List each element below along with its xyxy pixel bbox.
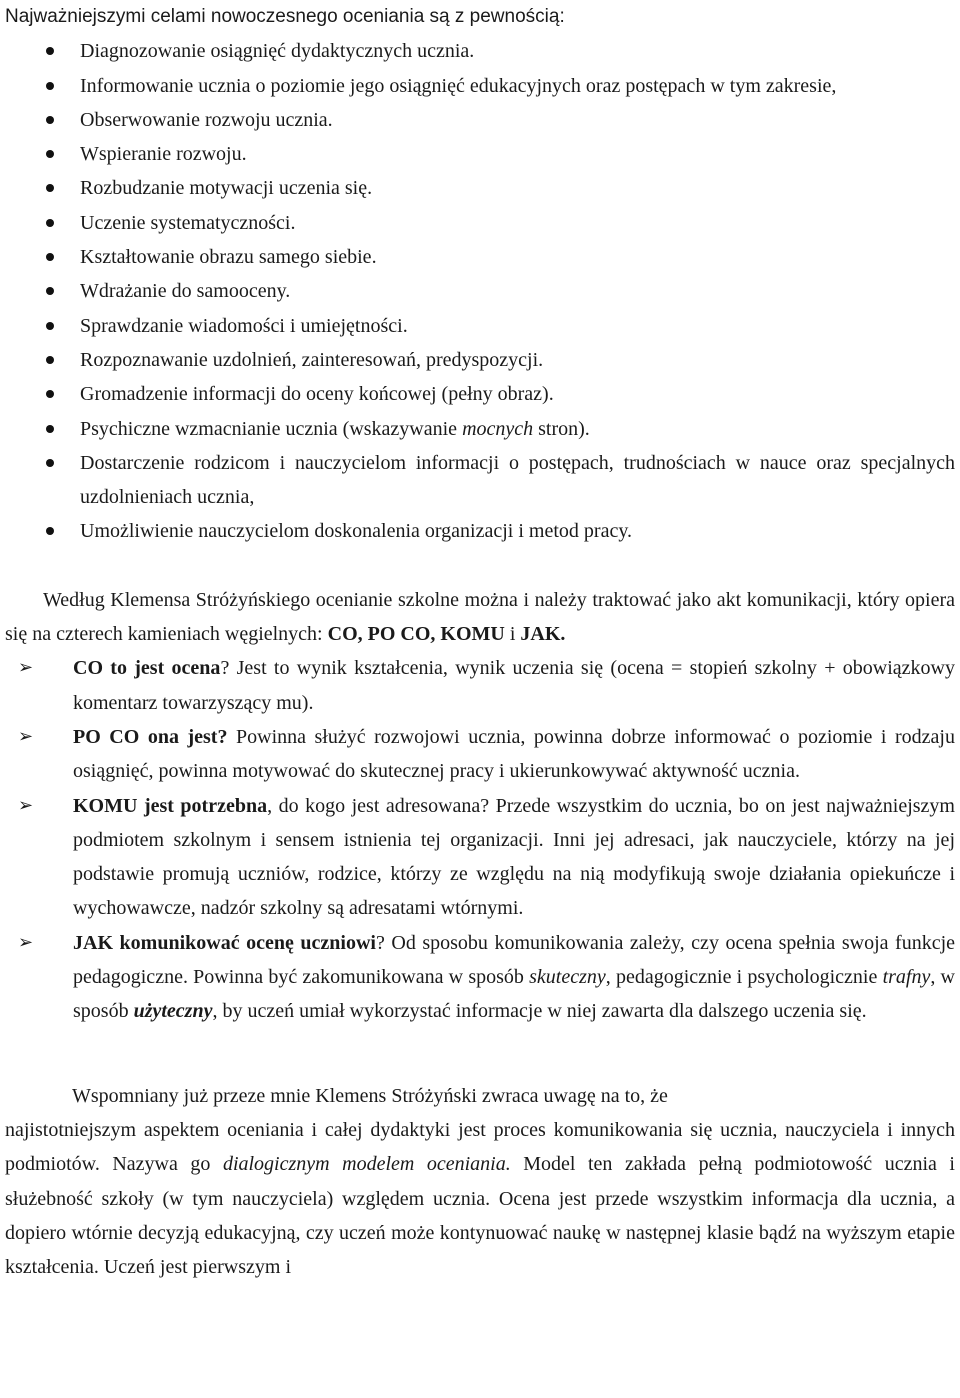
questions-list xyxy=(5,651,955,1028)
list-item: Rozpoznawanie uzdolnień, zainteresowań, predyspozycji. xyxy=(5,343,955,377)
list-item: Rozbudzanie motywacji uczenia się. xyxy=(5,171,955,205)
list-item: Sprawdzanie wiadomości i umiejętności. xyxy=(5,309,955,343)
spacer xyxy=(5,549,955,583)
list-item xyxy=(5,651,955,720)
list-item xyxy=(5,926,955,1029)
list-item-text: stron). xyxy=(533,417,590,440)
emphasis-text: trafny xyxy=(882,966,931,989)
list-item: Dostarczenie rodzicom i nauczycielom informacji o postępach, trudnościach w nauce oraz specjalnych uzdolnieniach ucznia, xyxy=(5,446,955,515)
paragraph-text: i xyxy=(504,623,521,646)
strong-emphasis-text: użyteczny xyxy=(133,1000,213,1023)
spacer xyxy=(5,1029,955,1079)
pillar-last: JAK. xyxy=(520,623,566,646)
intro-line: Najważniejszymi celami nowoczesnego oceniania są z pewnością: xyxy=(5,6,565,27)
goals-list xyxy=(5,34,955,548)
question-heading: JAK komunikować ocenę uczniowi xyxy=(73,931,376,954)
paragraph-text: Model ten zakłada pełną podmiotowość ucznia i służebność szkoły (w tym nauczyciela) względem ucznia. Ocena jest przede wszystkim informacja dla ucznia, a dopiero wtórnie decyzją edukacyjną, czy uczeń może kontynuować naukę w następnej klasie bądź na wyższym etapie kształcenia. Uczeń jest pierwszym i xyxy=(5,1153,955,1279)
emphasis-text: skuteczny xyxy=(529,966,606,989)
answer-text: Powinna służyć rozwojowi ucznia, powinna dobrze informować o poziomie i rodzaju osiągnięć, powinna motywować do skutecznej pracy i ukierunkowywać aktywność ucznia. xyxy=(73,725,955,783)
klemens-paragraph xyxy=(5,583,955,652)
question-heading: CO to jest ocena xyxy=(73,657,221,680)
arrow-bullet-icon: ➢ xyxy=(18,725,34,747)
list-item xyxy=(5,720,955,789)
list-item: Gromadzenie informacji do oceny końcowej (pełny obraz). xyxy=(5,377,955,411)
paragraph-text: Według Klemensa Stróżyńskiego ocenianie szkolne można i należy traktować jako akt komunikacji, który opiera się na czterech kamieniach węgielnych: xyxy=(5,588,955,646)
list-item: Umożliwienie nauczycielom doskonalenia organizacji i metod pracy. xyxy=(5,514,955,548)
paragraph-first-line: Wspomniany już przeze mnie Klemens Stróżyński zwraca uwagę na to, że xyxy=(72,1084,668,1107)
list-item: Wspieranie rozwoju. xyxy=(5,137,955,171)
list-item: Obserwowanie rozwoju ucznia. xyxy=(5,103,955,137)
list-item-text: Psychiczne wzmacnianie ucznia (wskazywanie xyxy=(80,417,463,440)
list-item: Informowanie ucznia o poziomie jego osiągnięć edukacyjnych oraz postępach w tym zakresie, xyxy=(5,69,955,103)
answer-text: ? Jest to wynik kształcenia, wynik uczenia się (ocena = stopień szkolny + obowiązkowy komentarz towarzyszący mu). xyxy=(73,657,955,714)
answer-text: , by uczeń umiał wykorzystać informacje w niej zawarta dla dalszego uczenia się. xyxy=(212,1000,867,1023)
question-heading: KOMU jest potrzebna xyxy=(73,794,268,817)
list-item: Uczenie systematyczności. xyxy=(5,206,955,240)
question-heading: PO CO ona jest? xyxy=(73,725,228,748)
arrow-bullet-icon: ➢ xyxy=(18,657,34,679)
answer-text: , w sposób xyxy=(73,966,956,1023)
pillars-text: CO, PO CO, KOMU xyxy=(327,623,505,646)
final-paragraph xyxy=(5,1079,955,1285)
list-item: Diagnozowanie osiągnięć dydaktycznych ucznia. xyxy=(5,34,955,68)
answer-text: , pedagogicznie i psychologicznie xyxy=(605,966,883,989)
list-item xyxy=(5,412,955,446)
arrow-bullet-icon: ➢ xyxy=(18,931,34,953)
emphasis-text: mocnych xyxy=(462,417,534,440)
answer-text: ? Od sposobu komunikowania zależy, czy ocena spełnia swoja funkcje pedagogiczne. Powinna być zakomunikowana w sposób xyxy=(73,931,956,989)
arrow-bullet-icon: ➢ xyxy=(18,794,34,816)
list-item xyxy=(5,789,955,926)
list-item: Wdrażanie do samooceny. xyxy=(5,274,955,308)
answer-text: , do kogo jest adresowana? Przede wszystkim do ucznia, bo on jest najważniejszym podmiotem szkolnym i sensem istnienia tej organizacji. Inni jej adresaci, jak nauczyciele, którzy na jej podstawie promują uczniów, rodzice, którzy ze względu na nią modyfikują swoje działania opiekuńcze i wychowawcze, nadzór szkolny są adresatami wtórnymi. xyxy=(73,794,955,920)
list-item: Kształtowanie obrazu samego siebie. xyxy=(5,240,955,274)
paragraph-text: najistotniejszym aspektem oceniania i całej dydaktyki jest proces komunikowania się ucznia, nauczyciela i innych podmiotów. Nazywa go xyxy=(5,1118,955,1176)
emphasis-text: dialogicznym modelem oceniania. xyxy=(222,1153,511,1176)
